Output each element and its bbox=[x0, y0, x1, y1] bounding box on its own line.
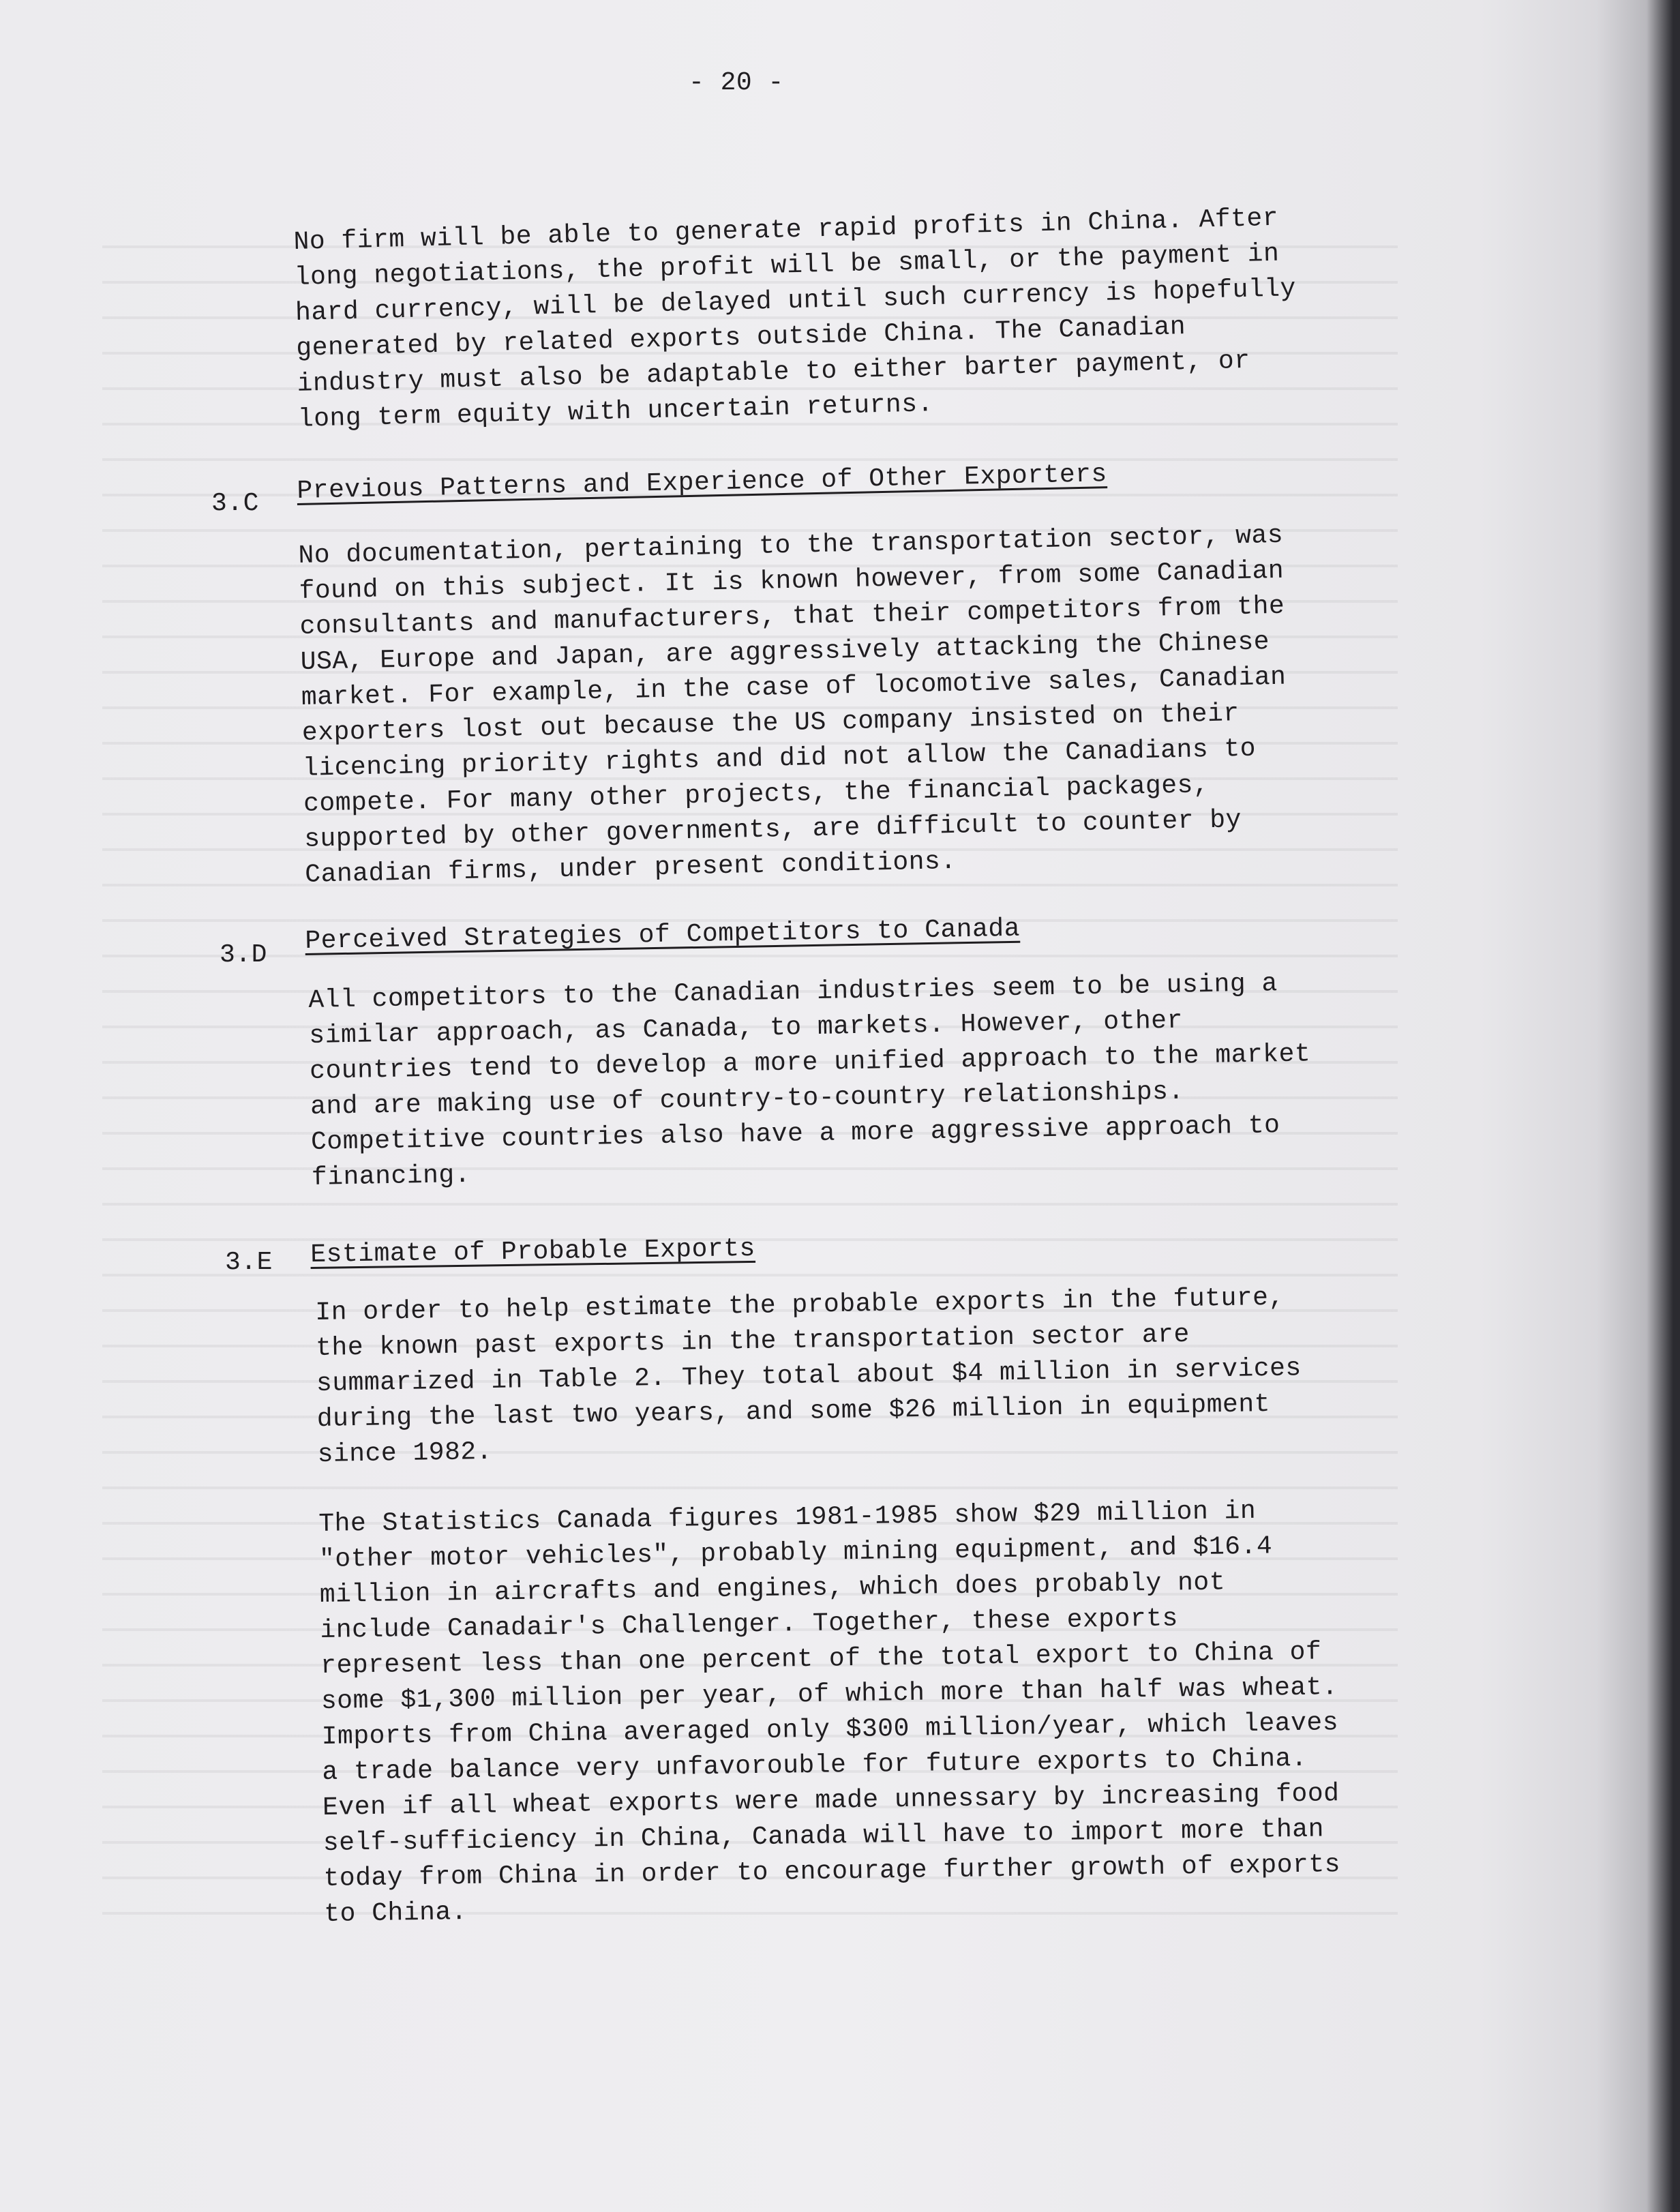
section-heading: Previous Patterns and Experience of Other Exporters bbox=[297, 460, 1108, 506]
intro-paragraph: No firm will be able to generate rapid profits in China. After long negotiations, the profit will be small, or the payment in hard currency, will be delayed until such currency is hopefully generated by related exports outside China. The Canadian industry must also be adaptable to either barter payment, or long term equity with uncertain returns. bbox=[293, 203, 1297, 434]
section-heading: Estimate of Probable Exports bbox=[310, 1234, 756, 1270]
section-paragraph: No documentation, pertaining to the transportation sector, was found on this subject. It is known however, from some Canadian consultants and manufacturers, that their competitors from the USA, Europe and Japan, are aggressively attacking the Chinese market. For example, in the case of locomotive sales, Canadian exporters lost out because the US company insisted on their licencing priority rights and did not allow the Canadians to compete. For many other projects, the financial packages, supported by other governments, are difficult to counter by Canadian firms, under present conditions. bbox=[298, 520, 1287, 890]
section-number: 3.E bbox=[225, 1248, 273, 1277]
section-paragraph: The Statistics Canada figures 1981-1985 show $29 million in "other motor vehicles", probably mining equipment, and $16.4 million in aircrafts and engines, which does probably not include Canadair's Challenger. Together, these exports represent less than one percent of the total export to China of some $1,300 million per year, of which more than half was wheat. Imports from China averaged only $300 million/year, which leaves a trade balance very unfavorouble for future exports to China. Even if all wheat exports were made unnessary by increasing food self-sufficiency in China, Canada will have to import more than today from China in order to encourage further growth of exports to China. bbox=[318, 1496, 1341, 1929]
section-number: 3.C bbox=[211, 489, 259, 518]
section-number: 3.D bbox=[220, 940, 267, 970]
section-heading: Perceived Strategies of Competitors to Canada bbox=[305, 914, 1021, 956]
page-number: - 20 - bbox=[689, 68, 784, 98]
section-paragraph: In order to help estimate the probable exports in the future, the known past exports in the transportation sector are summarized in Table 2. They total about $4 million in services during the last two years, and some $26 million in equipment since 1982. bbox=[315, 1283, 1302, 1469]
section-paragraph: All competitors to the Canadian industries seem to be using a similar approach, as Canada, to markets. However, other countries tend to develop a more unified approach to the market and are making use of country-to-country relationships. Competitive countries also have a more aggressive approach to financing. bbox=[308, 969, 1311, 1193]
